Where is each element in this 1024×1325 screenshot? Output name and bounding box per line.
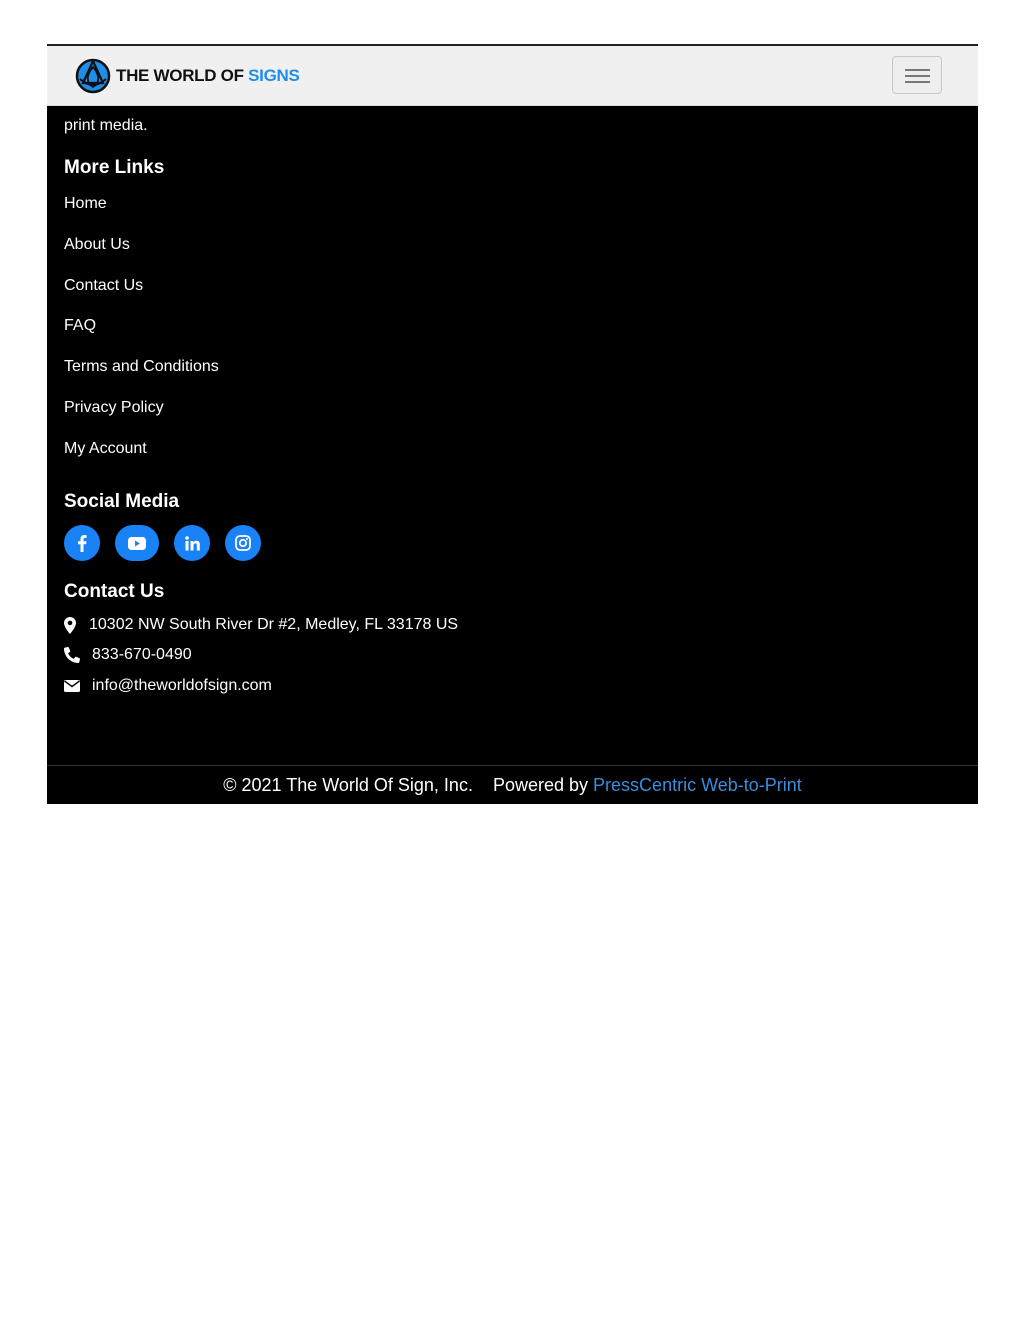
- email-text[interactable]: info@theworldofsign.com: [92, 677, 272, 694]
- contact-phone: [64, 646, 192, 664]
- hamburger-icon-bar: [905, 81, 930, 83]
- more-links-heading: More Links: [64, 157, 165, 178]
- contact-address: [64, 616, 458, 634]
- contact-email: [64, 677, 272, 695]
- youtube-button[interactable]: [115, 525, 159, 561]
- about-text-tail: print media.: [64, 117, 148, 134]
- navbar: [47, 46, 978, 106]
- brand-logo-link[interactable]: [74, 57, 300, 95]
- hamburger-icon-bar: [905, 75, 930, 77]
- envelope-icon: [64, 680, 80, 692]
- instagram-icon: [235, 535, 251, 551]
- brand-name: THE WORLD OF SIGNS: [116, 66, 300, 85]
- facebook-icon: [77, 535, 87, 552]
- powered-by-text: Powered by: [492, 775, 589, 795]
- page-frame: [47, 46, 978, 803]
- menu-toggle-button[interactable]: [892, 56, 942, 94]
- triquetra-globe-logo-icon: [74, 57, 112, 95]
- copyright-bar: [47, 765, 978, 804]
- presscentric-link[interactable]: PressCentric Web-to-Print: [593, 775, 802, 795]
- linkedin-icon: [185, 536, 200, 551]
- social-icons-row: [64, 525, 261, 561]
- link-contact-us[interactable]: Contact Us: [64, 277, 144, 294]
- link-privacy-policy[interactable]: Privacy Policy: [64, 399, 164, 416]
- hamburger-icon: [905, 69, 930, 71]
- link-faq[interactable]: FAQ: [64, 317, 97, 334]
- social-media-heading: Social Media: [64, 491, 180, 512]
- youtube-icon: [128, 537, 146, 550]
- facebook-button[interactable]: [64, 525, 100, 561]
- link-about-us[interactable]: About Us: [64, 236, 130, 253]
- link-terms-and-conditions[interactable]: Terms and Conditions: [64, 358, 219, 375]
- address-text: 10302 NW South River Dr #2, Medley, FL 33178 US: [89, 616, 459, 633]
- copyright-text: © 2021 The World Of Sign, Inc.: [223, 775, 473, 795]
- phone-text[interactable]: 833-670-0490: [92, 646, 192, 663]
- linkedin-button[interactable]: [174, 525, 210, 561]
- link-home[interactable]: Home: [64, 195, 107, 212]
- link-my-account[interactable]: My Account: [64, 440, 147, 457]
- contact-us-heading: Contact Us: [64, 581, 165, 602]
- map-marker-icon: [64, 617, 76, 634]
- instagram-button[interactable]: [225, 525, 261, 561]
- phone-icon: [64, 647, 80, 663]
